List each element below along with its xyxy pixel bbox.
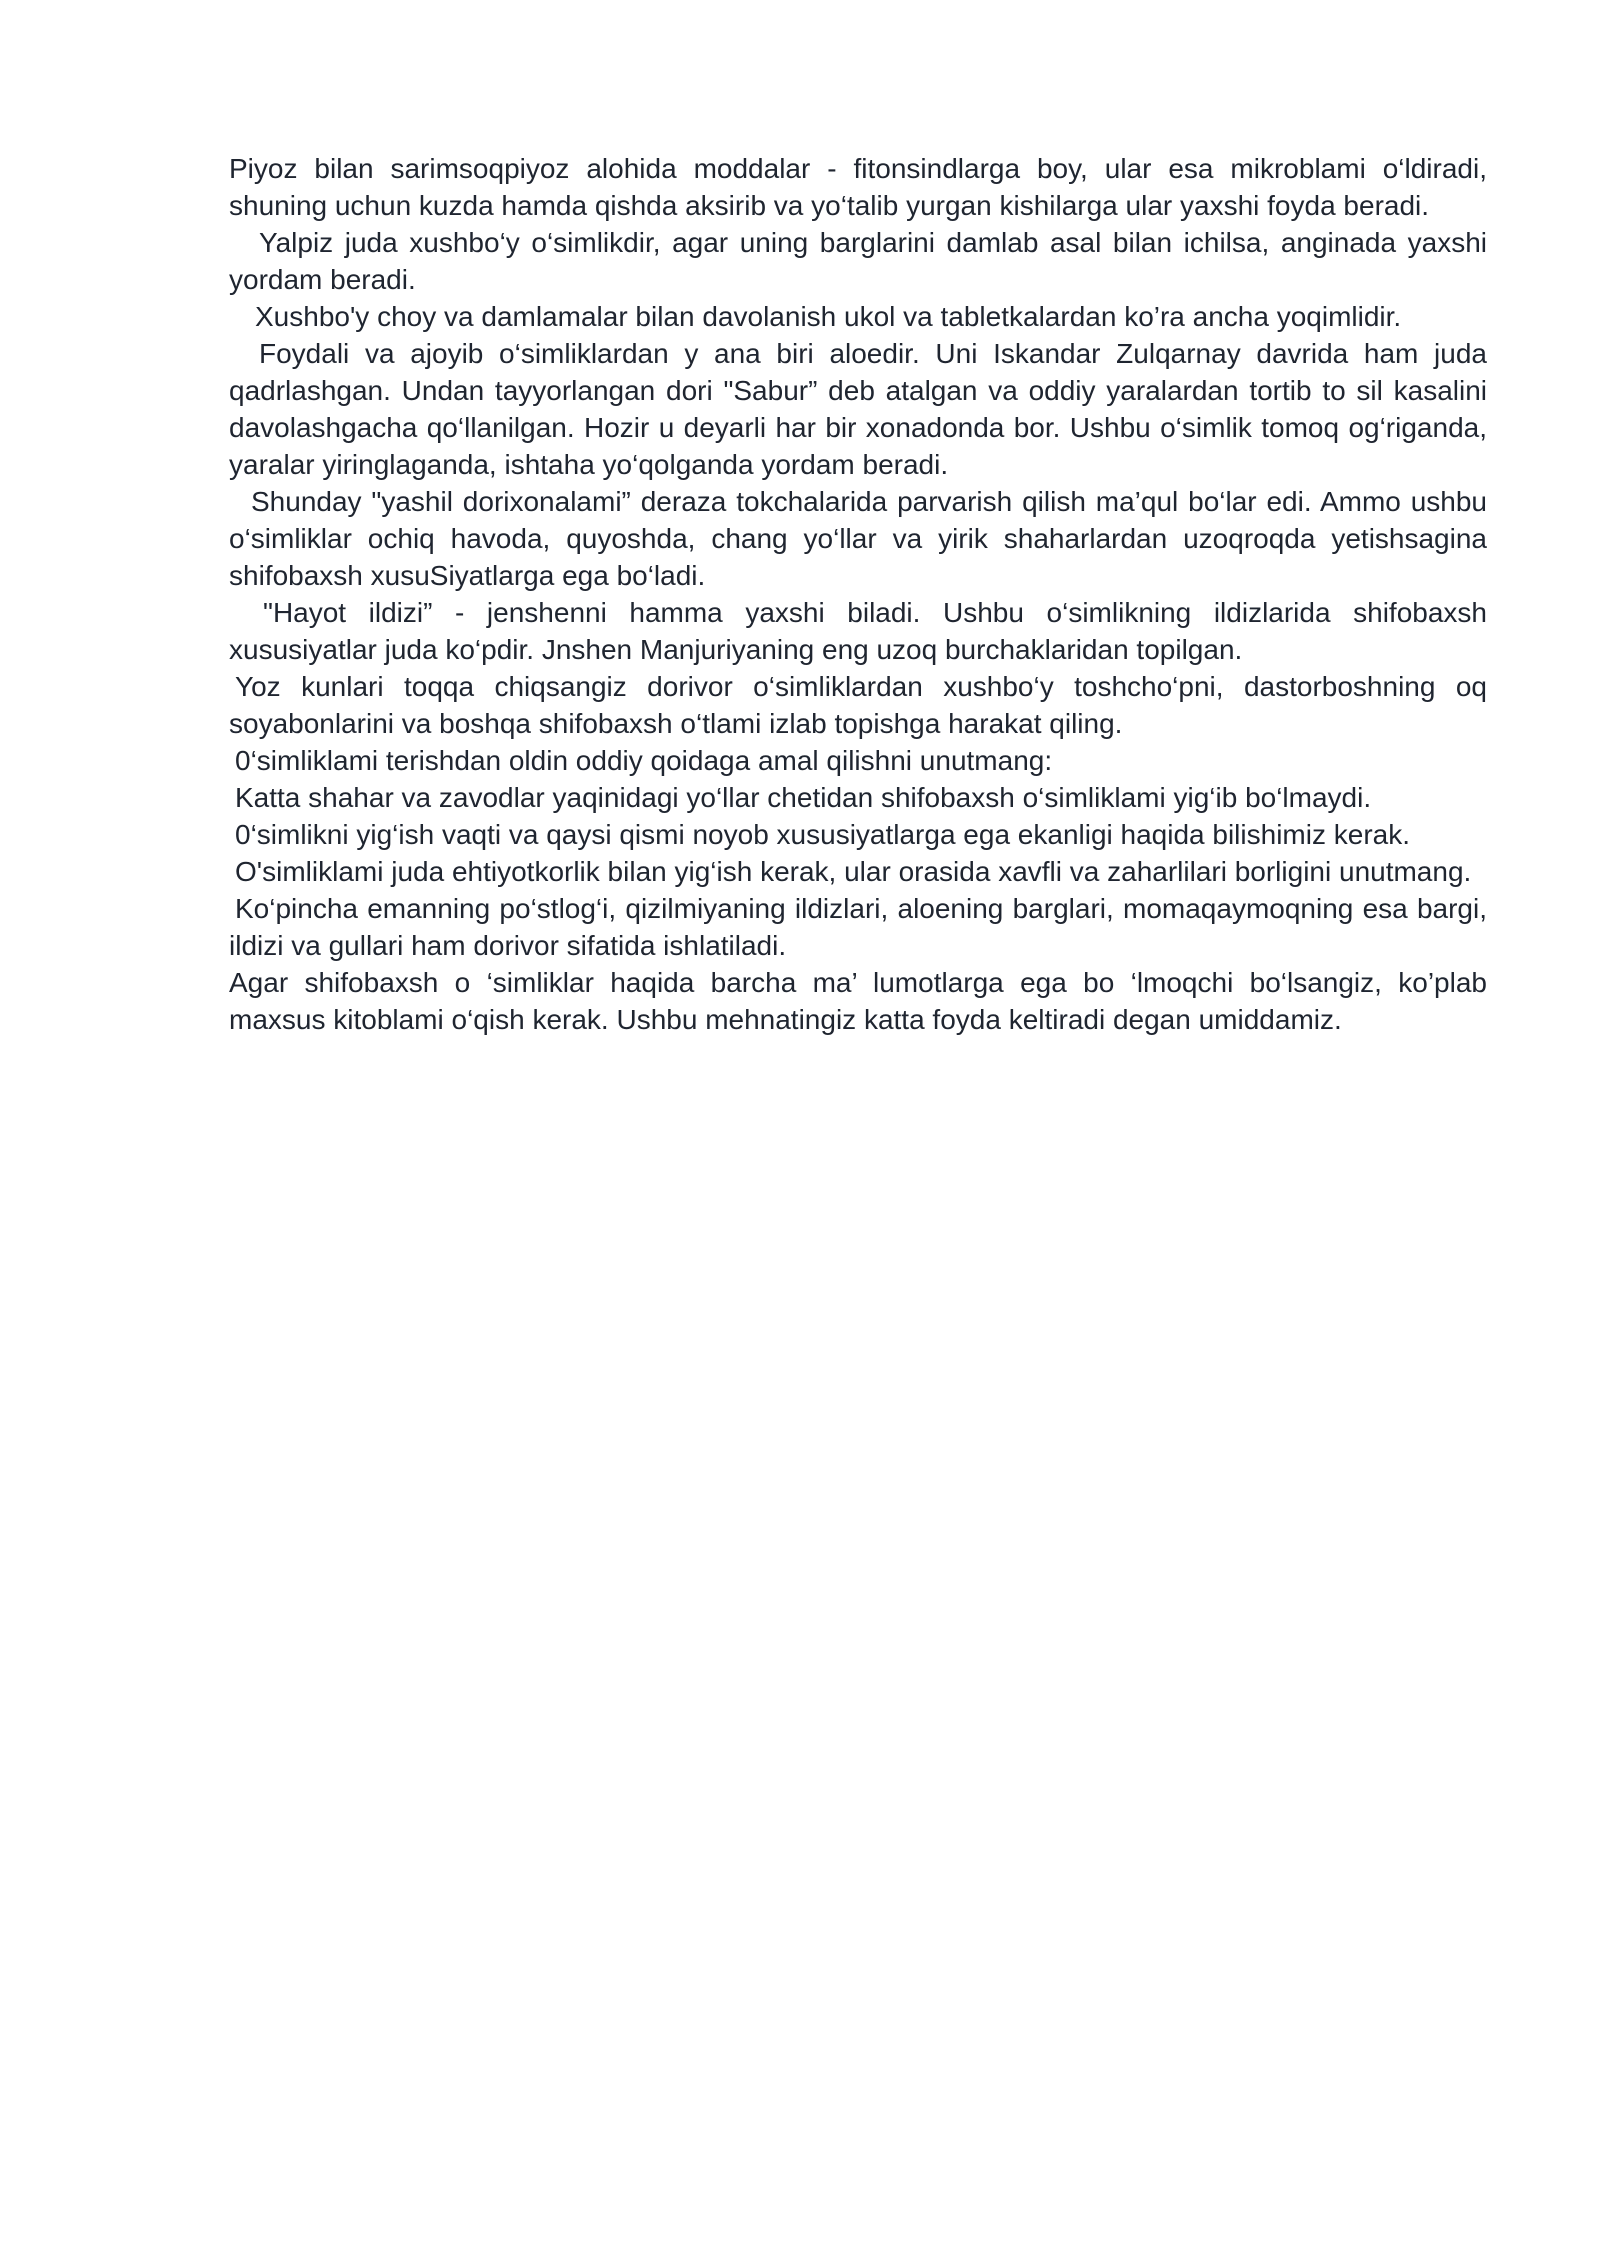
document-body (229, 150, 1487, 1038)
paragraph-tea: Xushbo'y choy va damlamalar bilan davolanish ukol va tabletkalardan ko’ra ancha yoqimlidir. (255, 301, 1402, 332)
paragraph-green-pharmacy: Shunday "yashil dorixonalami” deraza tokchalarida parvarish qilish ma’qul bo‘lar edi. Ammo ushbu o‘simliklar ochiq havoda, quyoshda, chang yo‘llar va yirik shaharlardan uzoqroqda yetishsagina shifobaxsh xusuSiyatlarga ega bo‘ladi. (229, 486, 1487, 591)
paragraph-aloe: Foydali va ajoyib o‘simliklardan y ana biri aloedir. Uni Iskandar Zulqarnay davrida ham juda qadrlashgan. Undan tayyorlangan dori "Sabur” deb atalgan va oddiy yaralardan tortib to sil kasalini davolashgacha qo‘llanilgan. Hozir u deyarli har bir xonadonda bor. Ushbu o‘simlik tomoq og‘riganda, yaralar yiringlaganda, ishtaha yo‘qolganda yordam beradi. (229, 338, 1487, 480)
paragraph-rule-caution: O'simliklami juda ehtiyotkorlik bilan yig‘ish kerak, ular orasida xavfli va zaharlilari borligini unutmang. (235, 856, 1472, 887)
paragraph-onion-garlic: Piyoz bilan sarimsoqpiyoz alohida moddalar - fitonsindlarga boy, ular esa mikroblami o‘ldiradi, shuning uchun kuzda hamda qishda aksirib va yo‘talib yurgan kishilarga ular yaxshi foyda beradi. (229, 153, 1487, 221)
paragraph-rule-intro: 0‘simliklami terishdan oldin oddiy qoidaga amal qilishni unutmang: (235, 745, 1053, 776)
paragraph-conclusion: Agar shifobaxsh o ‘simliklar haqida barcha ma’ lumotlarga ega bo ‘lmoqchi bo‘lsangiz, ko’plab maxsus kitoblami o‘qish kerak. Ushbu mehnatingiz katta foyda keltiradi degan umiddamiz. (229, 967, 1487, 1035)
paragraph-summer-herbs: Yoz kunlari toqqa chiqsangiz dorivor o‘simliklardan xushbo‘y toshcho‘pni, dastorboshning oq soyabonlarini va boshqa shifobaxsh o‘tlami izlab topishga harakat qiling. (229, 671, 1487, 739)
paragraph-medicinal-parts: Ko‘pincha emanning po‘stlog‘i, qizilmiyaning ildizlari, aloening barglari, momaqaymoqning esa bargi, ildizi va gullari ham dorivor sifatida ishlatiladi. (229, 893, 1487, 961)
paragraph-rule-roads: Katta shahar va zavodlar yaqinidagi yo‘llar chetidan shifobaxsh o‘simliklami yig‘ib bo‘lmaydi. (235, 782, 1372, 813)
paragraph-ginseng: "Hayot ildizi” - jenshenni hamma yaxshi biladi. Ushbu o‘simlikning ildizlarida shifobaxsh xususiyatlar juda ko‘pdir. Jnshen Manjuriyaning eng uzoq burchaklaridan topilgan. (229, 597, 1487, 665)
paragraph-rule-timing: 0‘simlikni yig‘ish vaqti va qaysi qismi noyob xususiyatlarga ega ekanligi haqida bilishimiz kerak. (235, 819, 1410, 850)
paragraph-mint: Yalpiz juda xushbo‘y o‘simlikdir, agar uning barglarini damlab asal bilan ichilsa, anginada yaxshi yordam beradi. (229, 227, 1487, 295)
